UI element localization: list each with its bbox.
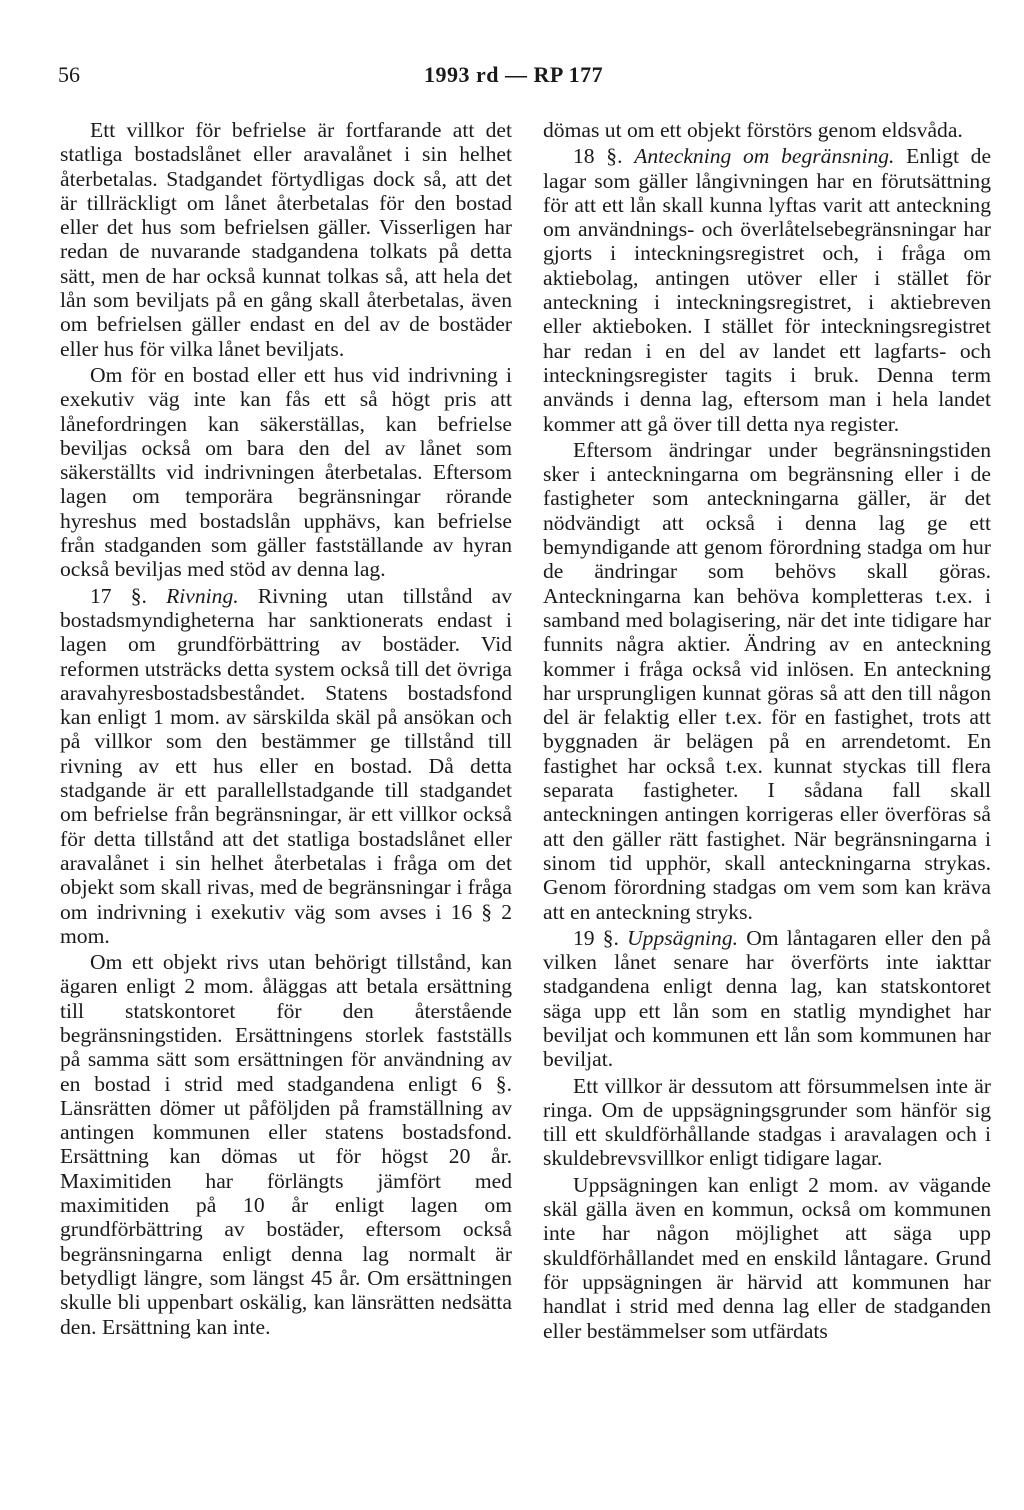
paragraph-negligence-condition: Ett villkor är dessutom att försummelsen inte är ringa. Om de uppsägningsgrunder som hänför sig till ett skuldförhållande stadgas i aravalagen och i skuldebrevsvillkor enligt tidigare lagar.	[543, 1073, 991, 1171]
left-column	[60, 118, 512, 1339]
paragraph-continuation: dömas ut om ett objekt förstörs genom eldsvåda.	[543, 118, 963, 142]
section-number: 17 §.	[90, 583, 147, 608]
page-header	[58, 62, 988, 92]
paragraph-section-19	[543, 926, 991, 1072]
paragraph-section-18	[543, 144, 991, 436]
paragraph-demolition-compensation: Om ett objekt rivs utan behörigt tillstånd, kan ägaren enligt 2 mom. åläggas att betala ersättning till statskontoret för den återstående begränsningstiden. Ersättningens storlek fastställs på samma sätt som ersättningen för användning av en bostad i strid med stadgandena enligt 6 §. Länsrätten dömer ut påföljden på framställning av antingen kommunen eller statens bostadsfond. Ersättning kan dömas ut för högst 20 år. Maximitiden har förlängts jämfört med maximitiden på 10 år enligt lagen om grundförbättring av bostäder, eftersom också begränsningarna enligt denna lag normalt är betydligt längre, som längst 45 år. Om ersättningen skulle bli uppenbart oskälig, kan länsrätten nedsätta den. Ersättning kan inte.	[60, 950, 512, 1339]
section-heading: Uppsägning.	[627, 925, 739, 950]
paragraph-annotation-changes: Eftersom ändringar under begränsningstiden sker i anteckningarna om begränsning eller i de fastigheter som anteckningarna gäller, är det nödvändigt att också i denna lag ge ett bemyndigande att genom förordning stadga om hur de ändringar som behövs skall göras. Anteckningarna kan behöva kompletteras t.ex. i samband med bolagisering, när det inte tidigare har funnits några aktier. Ändring av en anteckning kommer i fråga också vid inlösen. En anteckning har ursprungligen kunnat göras så att den till någon del är felaktig eller t.ex. för en fastighet, trots att byggnaden är belägen på en arrendetomt. En fastighet har också t.ex. kunnat styckas till flera separata fastigheter. I sådana fall skall anteckningen antingen korrigeras eller överföras så att den gäller rätt fastighet. När begränsningarna i sinom tid upphör, skall anteckningarna strykas. Genom förordning stadgas om vem som kan kräva att en anteckning stryks.	[543, 437, 991, 924]
section-number: 19 §.	[573, 925, 619, 950]
page-number: 56	[58, 62, 80, 87]
section-heading: Anteckning om begränsning.	[634, 144, 895, 169]
section-text: Enligt de lagar som gäller långivningen har en förutsättning för att ett lån skall kunna lyftas varit att anteckning om användnings- och överlåtelsebegränsningar har gjorts i inteckningsregistret och, i fråga om aktiebolag, antingen utöver eller i stället för anteckning i inteckningsregistret, i aktiebreven eller aktieboken. I stället för inteckningsregistret har redan i en del av landet ett lagfarts- och inteckningsregister tagits i bruk. Denna term används i denna lag, eftersom man i hela landet kommer att gå över till detta nya register.	[543, 144, 992, 436]
section-heading: Rivning.	[166, 583, 239, 608]
right-column	[543, 118, 991, 1343]
section-number: 18 §.	[573, 144, 623, 169]
paragraph-section-17	[60, 584, 512, 948]
paragraph-exemption-conditions: Ett villkor för befrielse är fortfarande att det statliga bostadslånet eller aravalånet i sin helhet återbetalas. Stadgandet förtydligas dock så, att det är tillräckligt om lånet återbetalas för den bostad eller det hus som befrielsen gäller. Visserligen har redan de nuvarande stadgandena tolkats på detta sätt, men de har också kunnat tolkas så, att hela det lån som beviljats på en gång skall återbetalas, även om befrielsen gäller endast en del av de bostäder eller hus för vilka lånet beviljats.	[60, 118, 512, 361]
section-text: Om låntagaren eller den på vilken lånet senare har överförts inte iakttar stadgandena enligt denna lag, kan statskontoret säga upp ett lån som en statlig myndighet har beviljat och kommunen ett lån som kommunen har beviljat.	[543, 925, 991, 1072]
document-reference: 1993 rd — RP 177	[424, 62, 604, 87]
section-text: Rivning utan tillstånd av bostadsmyndigheterna har sanktionerats endast i lagen om grundförbättring av bostäder. Vid reformen utsträcks detta system också till det övriga aravahyresbostadsbeståndet. Statens bostadsfond kan enligt 1 mom. av särskilda skäl på ansökan och på villkor som den bestämmer ge tillstånd till rivning av ett hus eller en bostad. Då detta stadgande är ett parallellstadgande till stadgandet om befrielse från begränsningar, är ett villkor också för detta tillstånd att det statliga bostadslånet eller aravalånet i sin helhet återbetalas i fråga om det objekt som skall rivas, med de begränsningar i fråga om indrivning i exekutiv väg som avses i 16 § 2 mom.	[60, 583, 512, 948]
paragraph-enforcement-exemption: Om för en bostad eller ett hus vid indrivning i exekutiv väg inte kan fås ett så högt pris att lånefordringen kan säkerställas, kan befrielse beviljas också om bara den del av lånet som säkerställts vid indrivningen återbetalas. Eftersom lagen om temporära begränsningar rörande hyreshus med bostadslån upphävs, kan befrielse från stadganden som gäller fastställande av hyran också beviljas med stöd av denna lag.	[60, 362, 512, 582]
paragraph-municipal-termination: Uppsägningen kan enligt 2 mom. av vägande skäl gälla även en kommun, också om kommunen inte har någon möjlighet att säga upp skuldförhållandet med en enskild låntagare. Grund för uppsägningen är härvid att kommunen har handlat i strid med denna lag eller de stadganden eller bestämmelser som utfärdats	[543, 1172, 991, 1343]
